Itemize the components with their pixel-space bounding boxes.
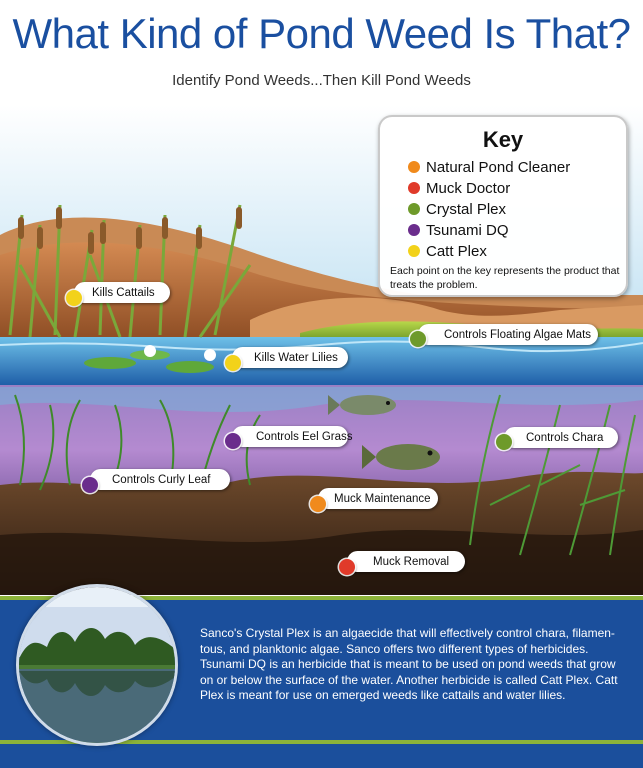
callout-label: Controls Chara: [526, 431, 604, 444]
pond-photo-graphic: [19, 587, 175, 743]
callout-controls-floating-algae-mats: [418, 324, 598, 345]
key-item-label: Muck Doctor: [426, 179, 511, 197]
callout-controls-curly-leaf: [90, 469, 230, 490]
red-dot-icon: [408, 182, 420, 194]
green-dot-icon: [408, 203, 420, 215]
callout-label: Muck Maintenance: [334, 492, 431, 505]
yellow-point-icon: [225, 355, 241, 371]
orange-dot-icon: [408, 161, 420, 173]
callout-controls-chara: [504, 427, 618, 448]
callout-label: Muck Removal: [373, 555, 450, 568]
callout-label: Kills Water Lilies: [254, 351, 338, 364]
key-item-crystal-plex: [408, 199, 506, 219]
callout-label: Controls Curly Leaf: [112, 473, 211, 486]
key-item-label: Natural Pond Cleaner: [426, 158, 571, 176]
callout-label: Controls Eel Grass: [256, 430, 353, 443]
legend-key: [378, 115, 628, 297]
callout-muck-removal: [347, 551, 465, 572]
page-title: What Kind of Pond Weed Is That?: [12, 10, 631, 57]
key-item-label: Crystal Plex: [426, 200, 507, 218]
red-point-icon: [339, 559, 355, 575]
callout-kills-cattails: [74, 282, 170, 303]
pond-photo: [16, 584, 178, 746]
key-item-label: Tsunami DQ: [426, 221, 509, 239]
purple-point-icon: [225, 433, 241, 449]
yellow-dot-icon: [408, 245, 420, 257]
key-item-tsunami-dq: [408, 220, 509, 240]
callout-controls-eel-grass: [232, 426, 353, 447]
key-item-natural-pond-cleaner: [408, 157, 570, 177]
callout-muck-maintenance: [318, 488, 438, 509]
key-title: Key: [482, 127, 524, 152]
key-item-catt-plex: [408, 241, 487, 261]
callout-label: Controls Floating Algae Mats: [444, 328, 592, 341]
callout-kills-water-lilies: [232, 347, 348, 368]
purple-dot-icon: [408, 224, 420, 236]
key-note: Each point on the key represents the product that treats the problem.: [390, 265, 620, 291]
yellow-point-icon: [66, 290, 82, 306]
page-subtitle: Identify Pond Weeds...Then Kill Pond Weeds: [172, 72, 471, 89]
purple-point-icon: [82, 477, 98, 493]
callout-label: Kills Cattails: [92, 286, 155, 299]
key-item-label: Catt Plex: [426, 242, 487, 260]
key-item-muck-doctor: [408, 178, 510, 198]
green-point-icon: [410, 331, 426, 347]
orange-point-icon: [310, 496, 326, 512]
green-point-icon: [496, 434, 512, 450]
description-text: Sanco's Crystal Plex is an algaecide that will effectively control chara, filamen-tous, and planktonic algae. Sanco offers two different types of herbicides. Tsunami DQ is an herbicide that is meant to be used on pond weeds that grow on or below the surface of the water. Another herbicide is called Catt Plex. Catt Plex is meant for use on emerged weeds like cattails and water lilies.: [200, 626, 618, 702]
